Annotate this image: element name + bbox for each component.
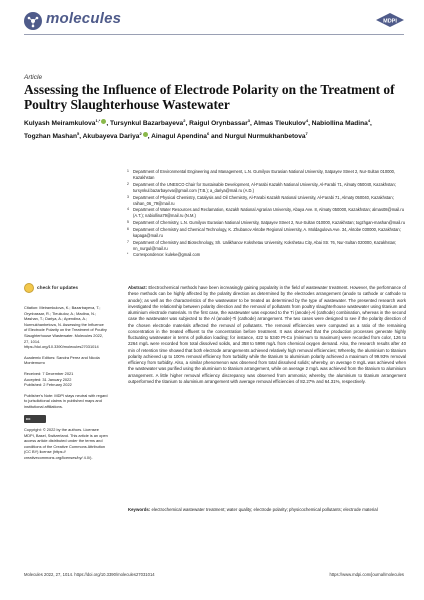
author-name-text: Tursynkul Bazarbayeva	[110, 120, 184, 128]
author-name-text: Akubayeva Dariya	[82, 132, 140, 140]
author-name-text: Nurgul Nurmukhanbetova	[224, 132, 306, 140]
author-name[interactable]	[24, 120, 106, 127]
author-name[interactable]	[82, 130, 148, 140]
citation: Citation: Meiramkulova, K.; Bazarbayeva, T.; Orynbassar, R.; Tleukulov, A.; Madina, N.; Mashan, T.; Dariya, A.; Apendina, A.; Nurmukhanbetova, N. Assessing the Influence of Electrode Polarity on the Treatment of Poultry Slaughterhouse Wastewater. Molecules 2022, 27, 1014. https://doi.org/10.3390/molecules27031014	[24, 305, 107, 350]
check-for-updates-button[interactable]	[24, 283, 108, 293]
author-affiliation-sup: 2	[183, 118, 186, 123]
affiliation-text: Department of Environmental Engineering and Management, L.N. Gumilyov Eurasian National University, Satpayev Street 2, Nur-Sultan 010000, Kazakhstan	[133, 169, 396, 181]
publisher-note: Publisher's Note: MDPI stays neutral with regard to jurisdictional claims in published maps and institutional affiliations.	[24, 392, 108, 409]
journal-header	[24, 8, 404, 32]
updates-icon	[24, 283, 34, 293]
affiliation-number: 6	[127, 226, 129, 231]
author-name[interactable]	[151, 130, 210, 140]
author-name-text: Nabiollina Madina	[311, 120, 368, 128]
author-affiliation-sup: 5	[77, 130, 80, 136]
molecules-logo-icon	[24, 12, 42, 30]
copyright: Copyright: © 2022 by the authors. Licensee MDPI, Basel, Switzerland. This article is an open access article distributed under the terms and conditions of the Creative Commons Attribution (CC BY) license (https:// creativecommons.org/licenses/by/ 4.0/).	[24, 427, 108, 461]
abstract	[128, 285, 406, 385]
author-list	[24, 116, 400, 142]
affiliations	[127, 169, 407, 259]
author-name[interactable]	[224, 130, 308, 140]
affiliation-text: Department of Water Resources and Reclamation, Kazakh National Agrarian University, Abaya Ave. 8, Almaty 050000, Kazakhstan; almas08@mail.ru (A.T.); nabiollina79@mail.ru (N.M.)	[133, 207, 404, 219]
affiliation-item	[127, 207, 407, 219]
author-separator: ,	[185, 120, 190, 128]
author-affiliation-sup: 4	[305, 118, 309, 123]
academic-editors: Academic Editors: Sandra Perez and Nicola Montemurro	[24, 354, 100, 366]
author-name[interactable]	[189, 120, 250, 127]
published-date: Published: 2 February 2022	[24, 382, 72, 388]
abstract-label: Abstract:	[128, 285, 148, 290]
author-name-text: Togzhan Mashan	[24, 132, 77, 140]
received-date: Received: 7 December 2021	[24, 370, 74, 376]
keywords-label: Keywords:	[128, 507, 151, 512]
affiliation-number: 2	[127, 181, 129, 186]
author-affiliation-sup: 7	[305, 130, 308, 136]
author-affiliation-sup: 2	[139, 130, 142, 136]
affiliation-item	[127, 240, 407, 252]
footer-citation[interactable]: Molecules 2022, 27, 1014. https://doi.org/10.3390/molecules27031014	[24, 572, 155, 577]
header-divider	[24, 34, 404, 35]
article-type: Article	[24, 74, 43, 81]
author-name[interactable]	[24, 130, 80, 140]
author-name[interactable]	[253, 120, 308, 127]
author-affiliation-sup: 1,*	[95, 118, 101, 123]
accepted-date: Accepted: 31 January 2022	[24, 376, 72, 382]
affiliation-number: 4	[127, 207, 129, 212]
cc-badge-text: cc	[26, 415, 31, 421]
affiliation-text: Department of the UNESCO Chair for Sustainable Development, Al-Farabi Kazakh National University, Al-Farabi 71, Almaty 050040, Kazakhstan; tursynkul.bazarbayeva@gmail.com (T.B.); a_dariya@mail.ru (A.D.)	[133, 181, 396, 193]
affiliation-text: Department of Physical Chemistry, Catalysis and Oil Chemistry, Al-Farabi Kazakh National University, Al-Farabi 71, Almaty 050040, Kazakhstan; raihan_06_79@mail.ru	[133, 194, 394, 206]
author-affiliation-sup: 3	[247, 118, 251, 123]
dates	[24, 371, 108, 388]
affiliation-item	[127, 169, 407, 181]
affiliation-number: 3	[127, 194, 129, 199]
abstract-text: Electrochemical methods have been increasingly gaining popularity in the field of wastewater treatment. However, the performance of these methods can be highly affected by the polarity direction as determined by the electrodes arrangement (anode to cathode or cathode to anode); as well as the characteristics of the wastewater to be treated as determined by the type of wastewater. The presented research work investigated the relationship between polarity direction and the removal of pollutants from poultry slaughterhouse wastewater using titanium and aluminium electrode materials. In the first case, the wastewater was exposed to the Ti (anode)-Al (cathode) combination, whereas in the second case the wastewater was subjected to the Al (anode)-Ti (cathode) arrangement. The two cases were designed to see if the polarity direction of the chosen electrode materials affected the removal of pollutants. The removal efficiencies were computed as a ratio of the remaining concentration in the treated effluent to the concentration before treatment. It was observed that the production processes generate highly fluctuating wastewater in terms of pollution loading; for instance, 422 to 5340 Pt-Co (minimum to maximum) were recorded from color, 126 to 2264 mg/L were recorded from total dissolved solids, and 358 to 5998 mg/L from chemical oxygen demand. Also, the research results after 40 min of retention time showed that both electrode arrangements achieved relatively high removal efficiencies; Whereby, the aluminium to titanium polarity achieved up to 100% removal efficiency from turbidity while the titanium to aluminium polarity achieved a maximum of 99.93% removal efficiency from turbidity. Also, a similar phenomenon was observed from total dissolved solids; whereby, on average 0 mg/L was achieved when the wastewater was purified using the aluminium to titanium arrangement, while on average 2 mg/L was achieved from the titanium to aluminium arrangement. A little higher removal efficiency discrepancy was observed from ammonia; whereby, the aluminium to titanium arrangement outperformed the titanium to aluminium arrangement with average removal efficiencies of 82.27% and 64.31%, respectively.	[128, 285, 406, 384]
affiliation-number: 1	[127, 169, 129, 173]
author-separator: ,	[250, 120, 254, 128]
affiliation-item	[127, 220, 407, 226]
affiliation-item	[127, 227, 407, 239]
affiliation-text: Department of Chemistry and Biotechnology, Sh. Ualikhanov Kokshetau University, Kokshetau City, Abai Str. 76, Nur-Sultan 020000, Kazakhstan; nn_nurgul@mail.ru	[133, 239, 397, 251]
author-name[interactable]	[312, 120, 370, 127]
mdpi-logo	[376, 13, 404, 27]
author-separator: ,	[308, 120, 312, 128]
author-separator: ,	[147, 132, 152, 140]
mdpi-logo-text: MDPI	[383, 18, 397, 25]
author-separator: ,	[106, 120, 111, 128]
affiliation-number: 7	[127, 239, 129, 244]
author-separator: and	[209, 132, 225, 140]
author-name-text: Ainagul Apendina	[151, 132, 207, 140]
affiliation-item	[127, 252, 407, 258]
author-name-text: Almas Tleukulov	[253, 120, 306, 128]
author-separator: ,	[370, 120, 372, 128]
affiliation-item	[127, 182, 407, 194]
article-sidebar	[24, 283, 108, 466]
cc-license-icon[interactable]	[24, 415, 46, 423]
footer-journal-link[interactable]: https://www.mdpi.com/journal/molecules	[329, 572, 404, 577]
affiliation-text: Department of Chemistry, L.N. Gumilyov Eurasian National University, Satpayev Street 2, Nur-Sultan 010000, Kazakhstan; togzhgan-mashan@mail.ru	[133, 220, 406, 226]
affiliation-item	[127, 195, 407, 207]
updates-label: check for updates	[37, 285, 79, 291]
affiliation-text: Department of Chemistry and Chemical Technology, K. Zhubanov Aktobe Regional University, A. Moldagulova Ave. 34, Aktobe 030000, Kazakhstan; kapaga@mail.ru	[133, 226, 401, 238]
keywords-text: electrochemical wastewater treatment; water quality; electrode polarity; physicochemical pollutants; electrode material	[151, 507, 378, 512]
author-name-text: Raigul Orynbassar	[189, 120, 248, 128]
author-affiliation-sup: 6	[206, 130, 210, 136]
journal-name: molecules	[46, 10, 122, 27]
author-name[interactable]	[110, 120, 185, 127]
author-separator: ,	[79, 132, 83, 140]
author-name-text: Kulyash Meiramkulova	[24, 120, 96, 128]
article-title: Assessing the Influence of Electrode Polarity on the Treatment of Poultry Slaughterhouse Wastewater	[24, 82, 395, 112]
affiliation-number: 5	[127, 220, 129, 225]
affiliation-number: *	[127, 252, 129, 257]
keywords	[128, 507, 406, 513]
affiliation-text: Correspondence: kuleke@gmail.com	[133, 252, 201, 258]
author-affiliation-sup: 4	[367, 118, 371, 123]
